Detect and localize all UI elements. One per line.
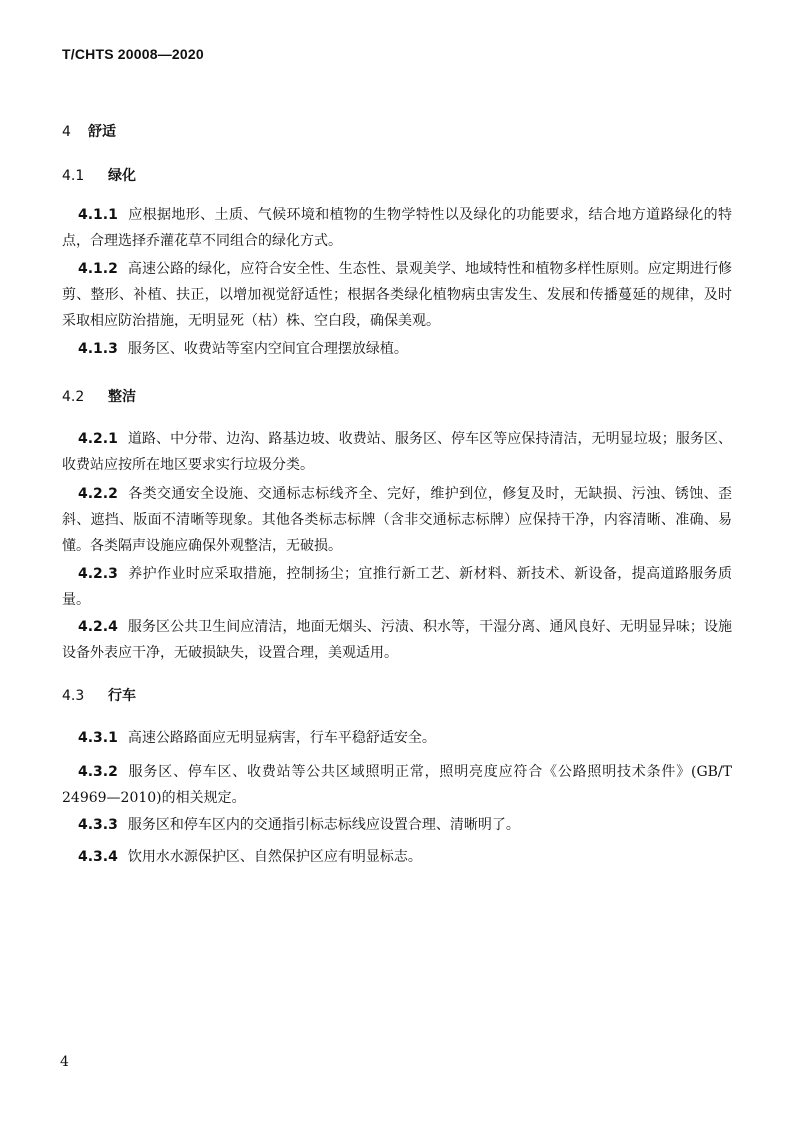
- section-number: 4: [62, 124, 71, 140]
- clause-paragraph: [62, 561, 732, 613]
- clause-text: 服务区公共卫生间应清洁，地面无烟头、污渍、积水等，干湿分离、通风良好、无明显异味；设施设备外表应干净，无破损缺失，设置合理，美观适用。: [62, 619, 732, 661]
- clause-number: 4.1.3: [78, 341, 118, 357]
- clause-number: 4.2.3: [78, 566, 118, 582]
- clause-paragraph: [62, 481, 732, 559]
- clause-number: 4.1.1: [78, 207, 118, 223]
- clause-text: 服务区和停车区内的交通指引标志标线应设置合理、清晰明了。: [127, 817, 520, 833]
- clause-number: 4.3.2: [78, 764, 118, 780]
- subsection-number: 4.1: [62, 168, 85, 184]
- subsection-heading: [62, 386, 136, 406]
- document-header: [62, 46, 204, 62]
- clause-text: 饮用水水源保护区、自然保护区应有明显标志。: [127, 849, 422, 865]
- clause-number: 4.3.4: [78, 849, 118, 865]
- clause-text: 服务区、停车区、收费站等公共区域照明正常，照明亮度应符合《公路照明技术条件》(GB/T 24969—2010)的相关规定。: [62, 764, 732, 806]
- clause-text: 道路、中分带、边沟、路基边坡、收费站、服务区、停车区等应保持清洁，无明显垃圾；服务区、收费站应按所在地区要求实行垃圾分类。: [62, 431, 732, 473]
- subsection-title: 行车: [108, 688, 136, 704]
- clause-number: 4.1.2: [78, 261, 118, 277]
- clause-text: 各类交通安全设施、交通标志标线齐全、完好，维护到位，修复及时，无缺损、污浊、锈蚀、歪斜、遮挡、版面不清晰等现象。其他各类标志标牌（含非交通标志标牌）应保持干净，内容清晰、准确、易懂。各类隔声设施应确保外观整洁，无破损。: [62, 486, 732, 554]
- subsection-heading: [62, 685, 136, 705]
- clause-number: 4.2.4: [78, 619, 118, 635]
- clause-number: 4.2.1: [78, 431, 118, 447]
- subsection-title: 绿化: [108, 168, 136, 184]
- clause-text: 应根据地形、土质、气候环境和植物的生物学特性以及绿化的功能要求，结合地方道路绿化的特点，合理选择乔灌花草不同组合的绿化方式。: [62, 207, 732, 249]
- section-heading: [62, 121, 116, 141]
- clause-paragraph: [62, 614, 732, 666]
- clause-text: 服务区、收费站等室内空间宜合理摆放绿植。: [127, 341, 408, 357]
- clause-number: 4.3.1: [78, 730, 118, 746]
- subsection-heading: [62, 165, 136, 185]
- page-number: 4: [60, 1054, 69, 1070]
- subsection-title: 整洁: [108, 389, 136, 405]
- section-title: 舒适: [88, 124, 116, 140]
- clause-paragraph: [62, 426, 732, 478]
- subsection-number: 4.2: [62, 389, 85, 405]
- clause-text: 高速公路的绿化，应符合安全性、生态性、景观美学、地域特性和植物多样性原则。应定期进行修剪、整形、补植、扶正，以增加视觉舒适性；根据各类绿化植物病虫害发生、发展和传播蔓延的规律，及时采取相应防治措施，无明显死（枯）株、空白段，确保美观。: [62, 261, 732, 329]
- clause-paragraph: [62, 844, 732, 870]
- clause-paragraph: [62, 812, 732, 838]
- standard-code: 20008—2020: [117, 46, 204, 62]
- clause-paragraph: [62, 725, 732, 751]
- clause-text: 高速公路路面应无明显病害，行车平稳舒适安全。: [127, 730, 436, 746]
- clause-text: 养护作业时应采取措施，控制扬尘；宜推行新工艺、新材料、新技术、新设备，提高道路服务质量。: [62, 566, 732, 608]
- clause-number: 4.3.3: [78, 817, 118, 833]
- clause-number: 4.2.2: [78, 486, 118, 502]
- standard-prefix: T/CHTS: [62, 46, 114, 62]
- clause-paragraph: [62, 759, 732, 811]
- clause-paragraph: [62, 202, 732, 254]
- clause-paragraph: [62, 256, 732, 334]
- subsection-number: 4.3: [62, 688, 85, 704]
- clause-paragraph: [62, 336, 732, 362]
